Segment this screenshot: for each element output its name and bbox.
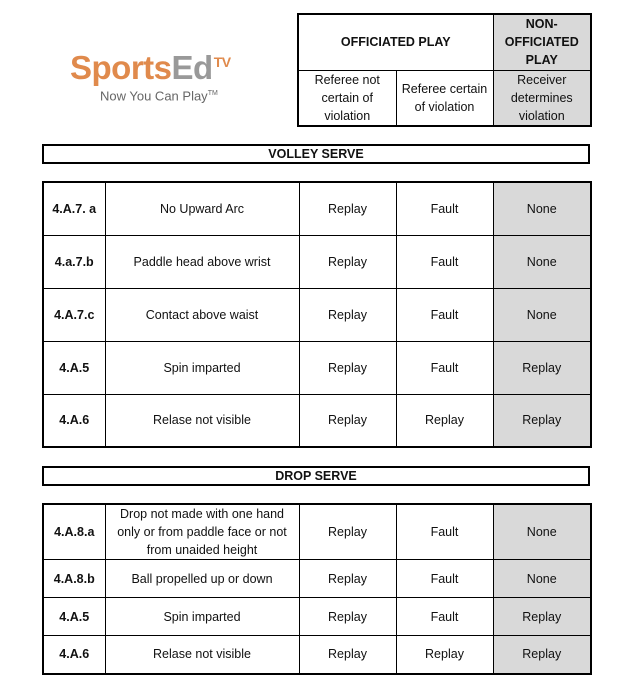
receiver-determines-cell: Replay [493,341,591,394]
rule-code: 4.a.7.b [43,235,105,288]
referee-not-certain-cell: Replay [299,235,396,288]
header-table [297,13,592,127]
receiver-determines-cell: None [493,288,591,341]
table-row [43,504,591,560]
non-officiated-play-header: NON-OFFICIATED PLAY [493,14,591,70]
referee-certain-cell: Fault [396,235,493,288]
rule-code: 4.A.5 [43,598,105,636]
referee-not-certain-cell: Replay [299,182,396,235]
rule-description: Ball propelled up or down [105,560,299,598]
rule-code: 4.A.7.c [43,288,105,341]
table-row [43,560,591,598]
table-row [43,235,591,288]
table-row [43,182,591,235]
col-referee-not-certain: Referee not certain of violation [298,70,396,126]
drop-serve-table [42,503,592,675]
referee-not-certain-cell: Replay [299,394,396,447]
receiver-determines-cell: Replay [493,598,591,636]
officiated-play-header: OFFICIATED PLAY [298,14,493,70]
volley-serve-table [42,181,592,448]
receiver-determines-cell: None [493,235,591,288]
table-row [43,636,591,674]
referee-not-certain-cell: Replay [299,341,396,394]
receiver-determines-cell: None [493,504,591,560]
logo-wordmark: SportsEd$^{TV}$ [70,49,231,86]
col-receiver-determines: Receiver determines violation [493,70,591,126]
rule-description: Paddle head above wrist [105,235,299,288]
rule-description: Spin imparted [105,598,299,636]
volley-serve-title: VOLLEY SERVE [42,144,590,164]
logo-tagline: Now You Can Play™ [100,88,218,104]
referee-not-certain-cell: Replay [299,598,396,636]
rule-description: Relase not visible [105,394,299,447]
rule-description: Contact above waist [105,288,299,341]
table-row [43,394,591,447]
referee-not-certain-cell: Replay [299,636,396,674]
rule-description: No Upward Arc [105,182,299,235]
referee-certain-cell: Fault [396,560,493,598]
rule-code: 4.A.7. a [43,182,105,235]
rule-code: 4.A.8.a [43,504,105,560]
receiver-determines-cell: Replay [493,636,591,674]
table-row [43,341,591,394]
rule-code: 4.A.6 [43,394,105,447]
sportsed-logo [70,44,270,104]
rule-code: 4.A.8.b [43,560,105,598]
drop-serve-title: DROP SERVE [42,466,590,486]
referee-certain-cell: Fault [396,341,493,394]
rule-description: Spin imparted [105,341,299,394]
referee-not-certain-cell: Replay [299,560,396,598]
referee-certain-cell: Fault [396,598,493,636]
referee-not-certain-cell: Replay [299,504,396,560]
receiver-determines-cell: None [493,182,591,235]
rule-code: 4.A.5 [43,341,105,394]
table-row [43,288,591,341]
referee-certain-cell: Replay [396,394,493,447]
receiver-determines-cell: Replay [493,394,591,447]
referee-certain-cell: Fault [396,504,493,560]
referee-certain-cell: Replay [396,636,493,674]
referee-not-certain-cell: Replay [299,288,396,341]
table-row [43,598,591,636]
rule-description: Drop not made with one hand only or from paddle face or not from unaided height [105,504,299,560]
receiver-determines-cell: None [493,560,591,598]
rule-description: Relase not visible [105,636,299,674]
col-referee-certain: Referee certain of violation [396,70,493,126]
referee-certain-cell: Fault [396,182,493,235]
referee-certain-cell: Fault [396,288,493,341]
rule-code: 4.A.6 [43,636,105,674]
